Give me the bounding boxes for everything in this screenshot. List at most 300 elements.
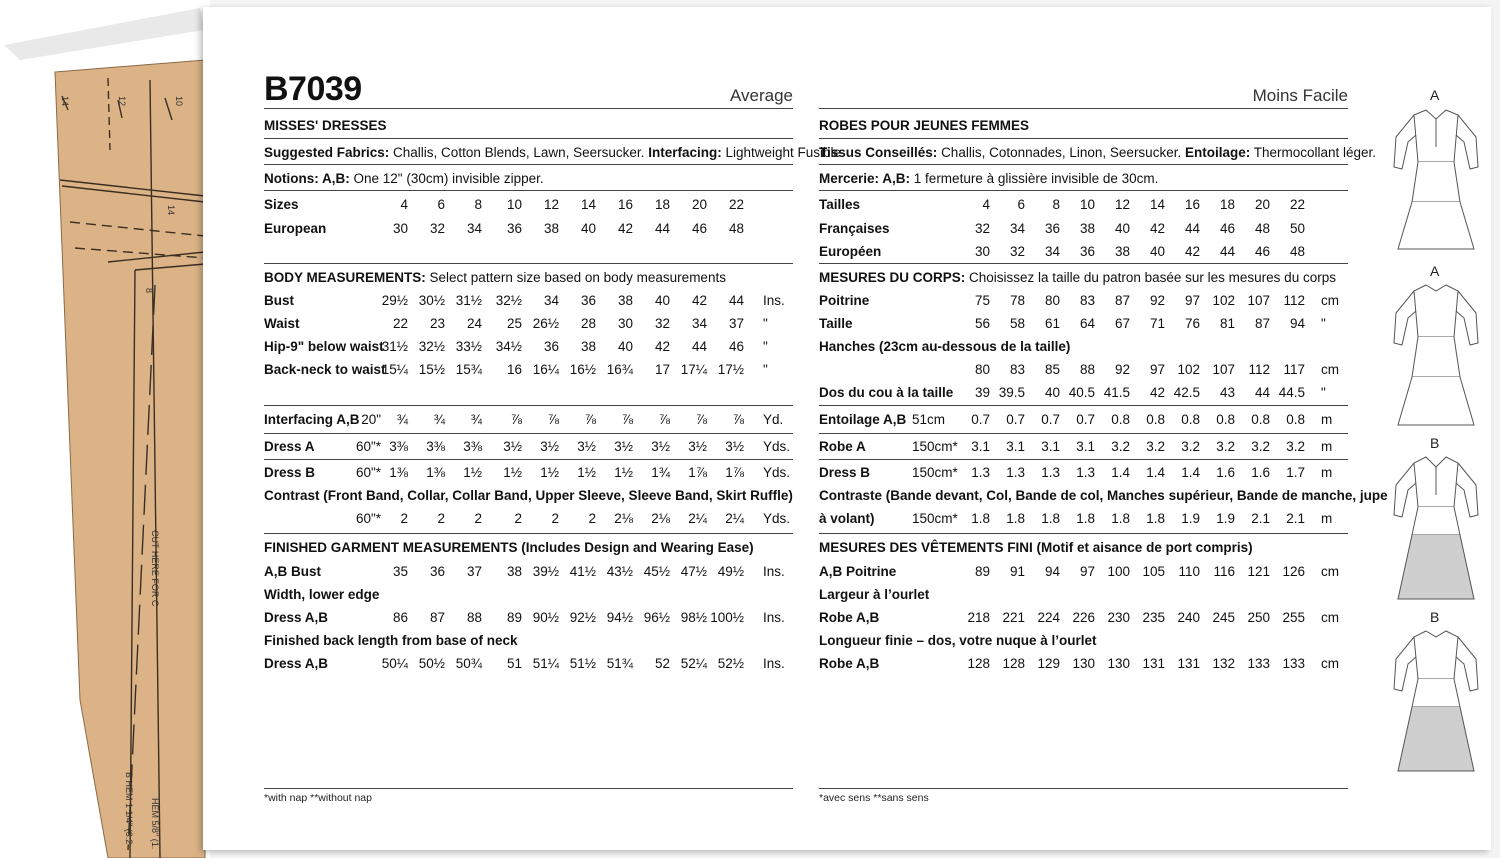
table-cell: 107 <box>1247 293 1270 308</box>
table-cell: 2 <box>437 511 445 526</box>
table-cell: 0.8 <box>1251 412 1270 427</box>
rule-line <box>264 433 793 434</box>
table-cell: 16 <box>1184 197 1200 212</box>
table-cell: 1.4 <box>1111 465 1130 480</box>
table-cell: 91 <box>1009 564 1025 579</box>
rule-line <box>819 164 1348 165</box>
table-cell: 3.1 <box>971 439 990 454</box>
fabrics-label: Suggested Fabrics: <box>264 145 390 160</box>
table-cell: 0.8 <box>1111 412 1130 427</box>
table-cell: 61 <box>1044 316 1060 331</box>
fabric-width: 60"* <box>355 465 381 480</box>
table-cell: ⅞ <box>695 412 707 427</box>
table-cell: 48 <box>728 221 744 236</box>
table-cell: 46 <box>691 221 707 236</box>
table-cell: 16½ <box>569 362 596 377</box>
table-cell: ¾ <box>470 412 482 427</box>
table-cell: 44 <box>1219 244 1235 259</box>
table-cell: 4 <box>982 197 990 212</box>
contrast-label: Contrast (Front Band, Collar, Collar Band, Upper Sleeve, Sleeve Band, Skirt Ruffle) <box>264 488 793 503</box>
table-cell: 43 <box>1219 385 1235 400</box>
table-cell: 98½ <box>680 610 707 625</box>
table-cell: 14 <box>1149 197 1165 212</box>
width-row-label: Robe A,B <box>819 610 880 625</box>
table-cell: 42 <box>1184 244 1200 259</box>
table-cell: 2¼ <box>688 511 707 526</box>
table-cell: ¾ <box>396 412 408 427</box>
section-title: MISSES' DRESSES <box>264 118 387 133</box>
table-cell: 2 <box>514 511 522 526</box>
table-cell: 83 <box>1079 293 1095 308</box>
table-cell: 18 <box>1219 197 1235 212</box>
table-cell: 226 <box>1072 610 1095 625</box>
unit-cell: Yds. <box>763 465 791 480</box>
body-header-label: MESURES DU CORPS: <box>819 270 966 285</box>
table-cell: 3½ <box>503 439 522 454</box>
table-cell: 26½ <box>532 316 559 331</box>
table-cell: 1.3 <box>971 465 990 480</box>
table-cell: 12 <box>1114 197 1130 212</box>
table-cell: 30½ <box>418 293 445 308</box>
table-cell: 38 <box>1114 244 1130 259</box>
cut-line-label: CUT HERE FOR C <box>150 530 160 607</box>
table-cell: 30 <box>617 316 633 331</box>
table-cell: 102 <box>1212 293 1235 308</box>
rule-line <box>264 263 793 264</box>
table-cell: 3½ <box>540 439 559 454</box>
table-cell: 3.2 <box>1251 439 1270 454</box>
table-cell: 126 <box>1282 564 1305 579</box>
notions <box>819 171 1158 186</box>
body-row-label: Dos du cou à la taille <box>819 385 954 400</box>
table-cell: 71 <box>1149 316 1165 331</box>
size-row-label: Européen <box>819 244 882 259</box>
table-cell: 38 <box>506 564 522 579</box>
table-cell: 49½ <box>717 564 744 579</box>
table-cell: 92½ <box>569 610 596 625</box>
table-cell: 50½ <box>418 656 445 671</box>
table-cell: 87 <box>429 610 445 625</box>
table-cell: 41½ <box>569 564 596 579</box>
rule-line <box>819 533 1348 534</box>
table-cell: 36 <box>1079 244 1095 259</box>
table-cell: 221 <box>1002 610 1025 625</box>
table-cell: 64 <box>1079 316 1095 331</box>
table-cell: 39.5 <box>998 385 1025 400</box>
interfacing-label: Interfacing: <box>648 145 722 160</box>
table-cell: 6 <box>1017 197 1025 212</box>
interfacing-label: Entoilage: <box>1184 145 1251 160</box>
notions-label: Mercerie: A,B: <box>819 171 911 186</box>
table-cell: 48 <box>1254 221 1270 236</box>
table-cell: 36 <box>1044 221 1060 236</box>
table-cell: 34 <box>466 221 482 236</box>
table-cell: 1.8 <box>1146 511 1165 526</box>
table-cell: 40 <box>617 339 633 354</box>
rule-line <box>264 533 793 534</box>
table-cell: 1⅞ <box>725 465 744 480</box>
table-cell: 50¼ <box>381 656 408 671</box>
table-cell: 31½ <box>455 293 482 308</box>
table-cell: 16¼ <box>532 362 559 377</box>
table-cell: 2 <box>474 511 482 526</box>
fabric-width: 51cm <box>912 412 946 427</box>
table-cell: 230 <box>1107 610 1130 625</box>
size-row-label: European <box>264 221 327 236</box>
table-cell: 1½ <box>503 465 522 480</box>
footnote: *with nap **without nap <box>264 792 372 804</box>
envelope-back-sheet <box>203 7 1491 850</box>
table-cell: 2 <box>551 511 559 526</box>
rule-line <box>819 459 1348 460</box>
table-cell: 10 <box>506 197 522 212</box>
table-cell: 2.1 <box>1286 511 1305 526</box>
view-label: A <box>1430 87 1440 103</box>
table-cell: 32 <box>1009 244 1025 259</box>
table-cell: 22 <box>728 197 744 212</box>
dress-sketch-b-front <box>1394 457 1478 599</box>
table-cell: 97 <box>1184 293 1200 308</box>
table-cell: 33½ <box>455 339 482 354</box>
view-label: B <box>1430 609 1440 625</box>
table-cell: 22 <box>392 316 408 331</box>
table-cell: 1.6 <box>1251 465 1270 480</box>
table-cell: 3.2 <box>1181 439 1200 454</box>
pattern-number: B7039 <box>264 70 362 108</box>
table-cell: 44 <box>1184 221 1200 236</box>
difficulty-level: Moins Facile <box>1252 86 1348 105</box>
table-cell: 130 <box>1072 656 1095 671</box>
dress-sketches <box>1386 7 1491 850</box>
body-row-label: Bust <box>264 293 294 308</box>
table-cell: 20 <box>691 197 707 212</box>
table-cell: 86 <box>392 610 408 625</box>
finished-header-value: (Motif et aisance de port compris) <box>1036 540 1253 555</box>
interfacing-value: Lightweight Fusible. <box>725 145 845 160</box>
rule-line <box>264 108 793 109</box>
rule-line <box>819 433 1348 434</box>
table-cell: 46 <box>728 339 744 354</box>
table-cell: 1.6 <box>1216 465 1235 480</box>
finished-measurements-header <box>264 540 754 555</box>
length-label: Finished back length from base of neck <box>264 633 518 648</box>
unit-cell: cm <box>1321 656 1339 671</box>
unit-cell: cm <box>1321 564 1339 579</box>
table-cell: 52½ <box>717 656 744 671</box>
table-cell: 1½ <box>463 465 482 480</box>
table-cell: 0.7 <box>1006 412 1025 427</box>
table-cell: 46 <box>1254 244 1270 259</box>
table-cell: 32½ <box>495 293 522 308</box>
table-cell: 1½ <box>577 465 596 480</box>
rule-line <box>819 263 1348 264</box>
table-cell: 36 <box>429 564 445 579</box>
table-cell: 40 <box>580 221 596 236</box>
table-cell: 50¾ <box>455 656 482 671</box>
table-cell: 110 <box>1178 564 1200 579</box>
table-cell: 3½ <box>577 439 596 454</box>
table-cell: ⅞ <box>732 412 744 427</box>
interfacing-value: Thermocollant léger. <box>1253 145 1377 160</box>
table-cell: 34½ <box>495 339 522 354</box>
pattern-size-label: 8 <box>144 288 154 294</box>
table-cell: 0.7 <box>971 412 990 427</box>
table-cell: 36 <box>580 293 596 308</box>
fabric-width: 60"* <box>355 439 381 454</box>
table-cell: 0.8 <box>1286 412 1305 427</box>
table-cell: 3.1 <box>1006 439 1025 454</box>
table-cell: 97 <box>1149 362 1165 377</box>
table-cell: 1⅜ <box>426 465 445 480</box>
fabrics-value: Challis, Cotonnades, Linon, Seersucker. <box>941 145 1182 160</box>
table-cell: ⅞ <box>510 412 522 427</box>
finished-header-label: MESURES DES VÊTEMENTS FINI <box>819 540 1033 555</box>
table-cell: 255 <box>1282 610 1305 625</box>
unit-cell: Ins. <box>763 564 785 579</box>
table-cell: 10 <box>1079 197 1095 212</box>
rule-line <box>819 108 1348 109</box>
table-cell: 1.8 <box>971 511 990 526</box>
fabrics-label: Tissus Conseillés: <box>819 145 938 160</box>
fabric-width: 150cm* <box>912 465 958 480</box>
table-cell: 0.7 <box>1041 412 1060 427</box>
table-cell: 23 <box>429 316 445 331</box>
table-cell: 235 <box>1142 610 1165 625</box>
table-cell: 39 <box>974 385 990 400</box>
unit-cell: m <box>1321 439 1333 454</box>
table-cell: 1.3 <box>1006 465 1025 480</box>
table-cell: 52 <box>654 656 670 671</box>
size-row-label: Sizes <box>264 197 299 212</box>
table-cell: 1⅞ <box>688 465 707 480</box>
table-cell: 3½ <box>614 439 633 454</box>
table-cell: 3⅜ <box>463 439 482 454</box>
table-cell: 15¾ <box>455 362 482 377</box>
table-cell: 128 <box>967 656 990 671</box>
table-cell: 15¼ <box>381 362 408 377</box>
table-cell: 17½ <box>717 362 744 377</box>
body-row-label: Hip-9" below waist <box>264 339 384 354</box>
table-cell: 47½ <box>680 564 707 579</box>
unit-cell: cm <box>1321 362 1339 377</box>
notions-label: Notions: A,B: <box>264 171 350 186</box>
notions-value: 1 fermeture à glissière invisible de 30cm. <box>913 171 1159 186</box>
table-cell: 224 <box>1037 610 1060 625</box>
table-cell: 6 <box>437 197 445 212</box>
table-cell: 218 <box>967 610 990 625</box>
fabric-width: 150cm* <box>912 511 958 526</box>
table-cell: 34 <box>1044 244 1060 259</box>
contrast-row-label: à volant) <box>819 511 875 526</box>
table-cell: 41.5 <box>1103 385 1130 400</box>
table-cell: 1.3 <box>1076 465 1095 480</box>
table-cell: 0.8 <box>1181 412 1200 427</box>
table-cell: 102 <box>1177 362 1200 377</box>
fabrics-value: Challis, Cotton Blends, Lawn, Seersucker. <box>393 145 645 160</box>
table-cell: 39½ <box>532 564 559 579</box>
table-cell: 42.5 <box>1173 385 1200 400</box>
hanches-label: Hanches (23cm au-dessous de la taille) <box>819 339 1071 354</box>
table-cell: 0.8 <box>1146 412 1165 427</box>
hem-label: HEM 5/8" (1. <box>150 798 160 850</box>
length-row-label: Robe A,B <box>819 656 880 671</box>
finished-header-value: (Includes Design and Wearing Ease) <box>521 540 754 555</box>
body-header-value: Select pattern size based on body measurements <box>429 270 726 285</box>
table-cell: 131 <box>1177 656 1200 671</box>
unit-cell: Ins. <box>763 293 785 308</box>
table-cell: 44 <box>654 221 670 236</box>
table-cell: 76 <box>1184 316 1200 331</box>
table-cell: 32 <box>654 316 670 331</box>
table-cell: 34 <box>543 293 559 308</box>
yardage-row-label: Dress B <box>264 465 316 480</box>
table-cell: 42 <box>617 221 633 236</box>
table-cell: 17 <box>654 362 670 377</box>
table-cell: ⅞ <box>584 412 596 427</box>
unit-cell: m <box>1321 511 1333 526</box>
table-cell: 250 <box>1247 610 1270 625</box>
table-cell: 16 <box>617 197 633 212</box>
unit-cell: Ins. <box>763 610 785 625</box>
table-cell: 56 <box>974 316 990 331</box>
size-row-label: Françaises <box>819 221 890 236</box>
table-cell: 0.7 <box>1076 412 1095 427</box>
unit-cell: m <box>1321 412 1333 427</box>
table-cell: 2⅛ <box>651 511 670 526</box>
dress-sketch-a-front <box>1394 110 1478 249</box>
dress-sketch-a-back <box>1394 285 1478 425</box>
table-cell: 38 <box>617 293 633 308</box>
table-cell: 1.9 <box>1181 511 1200 526</box>
table-cell: ¾ <box>433 412 445 427</box>
table-cell: 1.4 <box>1146 465 1165 480</box>
table-cell: 87 <box>1254 316 1270 331</box>
table-cell: 121 <box>1247 564 1270 579</box>
yardage-row-label: Dress A <box>264 439 315 454</box>
table-cell: 132 <box>1212 656 1235 671</box>
rule-line <box>819 788 1348 789</box>
table-cell: 42 <box>654 339 670 354</box>
table-cell: 25 <box>506 316 522 331</box>
table-cell: 22 <box>1289 197 1305 212</box>
table-cell: 1.7 <box>1286 465 1305 480</box>
finished-header-label: FINISHED GARMENT MEASUREMENTS <box>264 540 518 555</box>
fabric-width: 60"* <box>355 511 381 526</box>
table-cell: 2.1 <box>1251 511 1270 526</box>
table-cell: 30 <box>392 221 408 236</box>
table-cell: 42 <box>691 293 707 308</box>
table-cell: 3⅜ <box>426 439 445 454</box>
table-cell: 2 <box>588 511 596 526</box>
table-cell: 34 <box>1009 221 1025 236</box>
table-cell: 18 <box>654 197 670 212</box>
table-cell: 51¼ <box>532 656 559 671</box>
table-cell: 44 <box>1254 385 1270 400</box>
table-cell: 42 <box>1149 221 1165 236</box>
unit-cell: Yd. <box>763 412 784 427</box>
width-label: Largeur à l’ourlet <box>819 587 930 602</box>
contrast-label: Contraste (Bande devant, Col, Bande de col, Manches supérieur, Bande de manche, jupe <box>819 488 1388 503</box>
dress-sketch-b-back <box>1394 631 1478 771</box>
pattern-size-label: 12 <box>117 96 127 107</box>
table-cell: 37 <box>728 316 744 331</box>
table-cell: 2 <box>400 511 408 526</box>
table-cell: 240 <box>1177 610 1200 625</box>
table-cell: 92 <box>1149 293 1165 308</box>
table-cell: 133 <box>1247 656 1270 671</box>
table-cell: 3½ <box>725 439 744 454</box>
table-cell: 38 <box>580 339 596 354</box>
table-cell: 1.8 <box>1076 511 1095 526</box>
unit-cell: " <box>1321 316 1326 331</box>
pattern-size-label: 10 <box>174 96 184 107</box>
table-cell: 51½ <box>569 656 596 671</box>
table-cell: 1¾ <box>651 465 670 480</box>
table-cell: 40 <box>1114 221 1130 236</box>
rule-line <box>264 405 793 406</box>
pattern-size-label: 14 <box>166 205 176 216</box>
table-cell: ⅞ <box>621 412 633 427</box>
yardage-row-label: Entoilage A,B <box>819 412 907 427</box>
table-cell: 1.3 <box>1041 465 1060 480</box>
view-label: B <box>1430 435 1440 451</box>
table-cell: 48 <box>1289 244 1305 259</box>
body-header-value: Choisissez la taille du patron basée sur les mesures du corps <box>969 270 1336 285</box>
yardage-row-label: Dress B <box>819 465 871 480</box>
table-cell: 31½ <box>381 339 408 354</box>
table-cell: 16¾ <box>606 362 633 377</box>
table-cell: 32 <box>429 221 445 236</box>
rule-line <box>264 788 793 789</box>
size-row-label: Tailles <box>819 197 861 212</box>
table-cell: 87 <box>1114 293 1130 308</box>
fabric-width: 150cm* <box>912 439 958 454</box>
table-cell: 29½ <box>381 293 408 308</box>
unit-cell: " <box>1321 385 1326 400</box>
unit-cell: Ins. <box>763 656 785 671</box>
table-cell: 83 <box>1009 362 1025 377</box>
table-cell: 3⅜ <box>389 439 408 454</box>
table-cell: 40 <box>654 293 670 308</box>
section-title: ROBES POUR JEUNES FEMMES <box>819 118 1030 133</box>
table-cell: 80 <box>1044 293 1060 308</box>
table-cell: 16 <box>506 362 522 377</box>
table-cell: 17¼ <box>680 362 707 377</box>
table-cell: 37 <box>466 564 482 579</box>
table-cell: 1½ <box>540 465 559 480</box>
table-cell: 1⅜ <box>389 465 408 480</box>
unit-cell: " <box>763 362 768 377</box>
table-cell: 117 <box>1283 362 1305 377</box>
unit-cell: Yds. <box>763 439 791 454</box>
table-cell: 36 <box>543 339 559 354</box>
table-cell: 3.2 <box>1286 439 1305 454</box>
table-cell: 88 <box>1079 362 1095 377</box>
table-cell: 32½ <box>418 339 445 354</box>
table-cell: 50 <box>1289 221 1305 236</box>
table-cell: 3.1 <box>1076 439 1095 454</box>
table-cell: 116 <box>1213 564 1235 579</box>
table-cell: 92 <box>1114 362 1130 377</box>
unit-cell: Yds. <box>763 511 791 526</box>
rule-line <box>264 459 793 460</box>
table-cell: 2¼ <box>725 511 744 526</box>
fabric-width: 20" <box>361 412 381 427</box>
table-cell: 112 <box>1283 293 1305 308</box>
body-measurements-header <box>819 270 1336 285</box>
table-cell: 133 <box>1282 656 1305 671</box>
table-cell: 94½ <box>606 610 633 625</box>
